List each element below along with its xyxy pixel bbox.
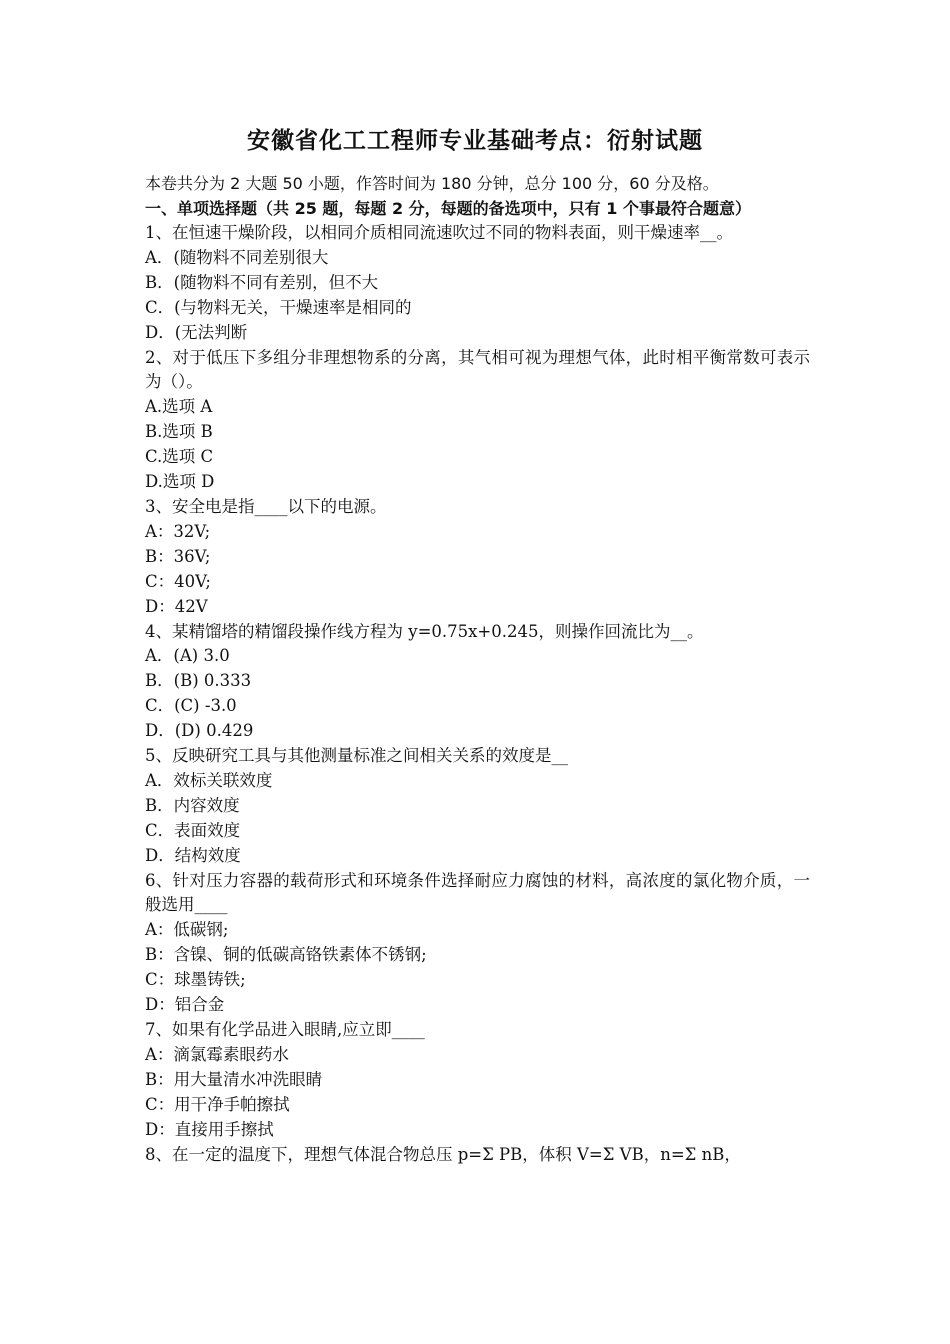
- question-stem: 6、针对压力容器的载荷形式和环境条件选择耐应力腐蚀的材料，高浓度的氯化物介质，一般选用____: [145, 870, 810, 915]
- answer-option: B．内容效度: [145, 795, 240, 815]
- answer-option: A．(随物料不同差别很大: [145, 247, 329, 267]
- question-stem: 8、在一定的温度下，理想气体混合物总压 p=Σ PB，体积 V=Σ VB，n=Σ nB，: [145, 1144, 741, 1164]
- answer-option: D：直接用手擦拭: [145, 1119, 274, 1139]
- answer-option: D.选项 D: [145, 472, 215, 492]
- question-item: [145, 869, 810, 1018]
- question-item: [145, 495, 810, 620]
- answer-option: A.选项 A: [145, 397, 213, 417]
- answer-option: A．效标关联效度: [145, 770, 273, 790]
- answer-option: D．结构效度: [145, 845, 241, 865]
- answer-option: C：用干净手帕擦拭: [145, 1094, 290, 1114]
- question-item: [145, 221, 810, 346]
- document-body: [145, 172, 810, 1167]
- question-item: [145, 1143, 810, 1168]
- answer-option: A：32V;: [145, 521, 211, 541]
- question-list: [145, 221, 810, 1167]
- answer-option: B.选项 B: [145, 422, 213, 442]
- answer-option: C.选项 C: [145, 447, 214, 467]
- question-item: [145, 1018, 810, 1143]
- document-title: 安徽省化工工程师专业基础考点：衍射试题: [247, 128, 703, 154]
- answer-option: C．(C) -3.0: [145, 696, 237, 716]
- answer-option: C．(与物料无关，干燥速率是相同的: [145, 297, 412, 317]
- question-stem: 1、在恒速干燥阶段，以相同介质相同流速吹过不同的物料表面，则干燥速率__。: [145, 223, 733, 242]
- answer-option: B：含镍、铜的低碳高铬铁素体不锈钢;: [145, 945, 427, 965]
- exam-intro: 本卷共分为 2 大题 50 小题，作答时间为 180 分钟，总分 100 分，60 分及格。: [145, 174, 719, 193]
- answer-option: C：球墨铸铁;: [145, 970, 246, 990]
- answer-option: C：40V;: [145, 571, 211, 591]
- answer-option: D．(D) 0.429: [145, 721, 254, 741]
- answer-option: B：36V;: [145, 546, 211, 566]
- question-item: [145, 346, 810, 495]
- answer-option: B．(随物料不同有差别，但不大: [145, 272, 379, 292]
- question-item: [145, 620, 810, 745]
- question-stem: 2、对于低压下多组分非理想物系的分离，其气相可视为理想气体，此时相平衡常数可表示为（）。: [145, 347, 810, 392]
- question-stem: 5、反映研究工具与其他测量标准之间相关关系的效度是__: [145, 746, 568, 766]
- answer-option: A：低碳钢;: [145, 920, 229, 940]
- answer-option: C．表面效度: [145, 820, 241, 840]
- answer-option: D：42V: [145, 596, 208, 616]
- answer-option: B：用大量清水冲洗眼睛: [145, 1069, 323, 1089]
- answer-option: B．(B) 0.333: [145, 671, 252, 691]
- question-item: [145, 744, 810, 869]
- question-stem: 3、安全电是指____以下的电源。: [145, 496, 387, 516]
- question-stem: 4、某精馏塔的精馏段操作线方程为 y=0.75x+0.245，则操作回流比为__。: [145, 621, 704, 641]
- answer-option: A：滴氯霉素眼药水: [145, 1044, 289, 1064]
- answer-option: D：铝合金: [145, 995, 225, 1015]
- question-stem: 7、如果有化学品进入眼睛,应立即____: [145, 1020, 425, 1039]
- section-heading: 一、单项选择题（共 25 题，每题 2 分，每题的备选项中，只有 1 个事最符合题意）: [145, 198, 751, 218]
- answer-option: A．(A) 3.0: [145, 646, 230, 666]
- answer-option: D．(无法判断: [145, 322, 248, 342]
